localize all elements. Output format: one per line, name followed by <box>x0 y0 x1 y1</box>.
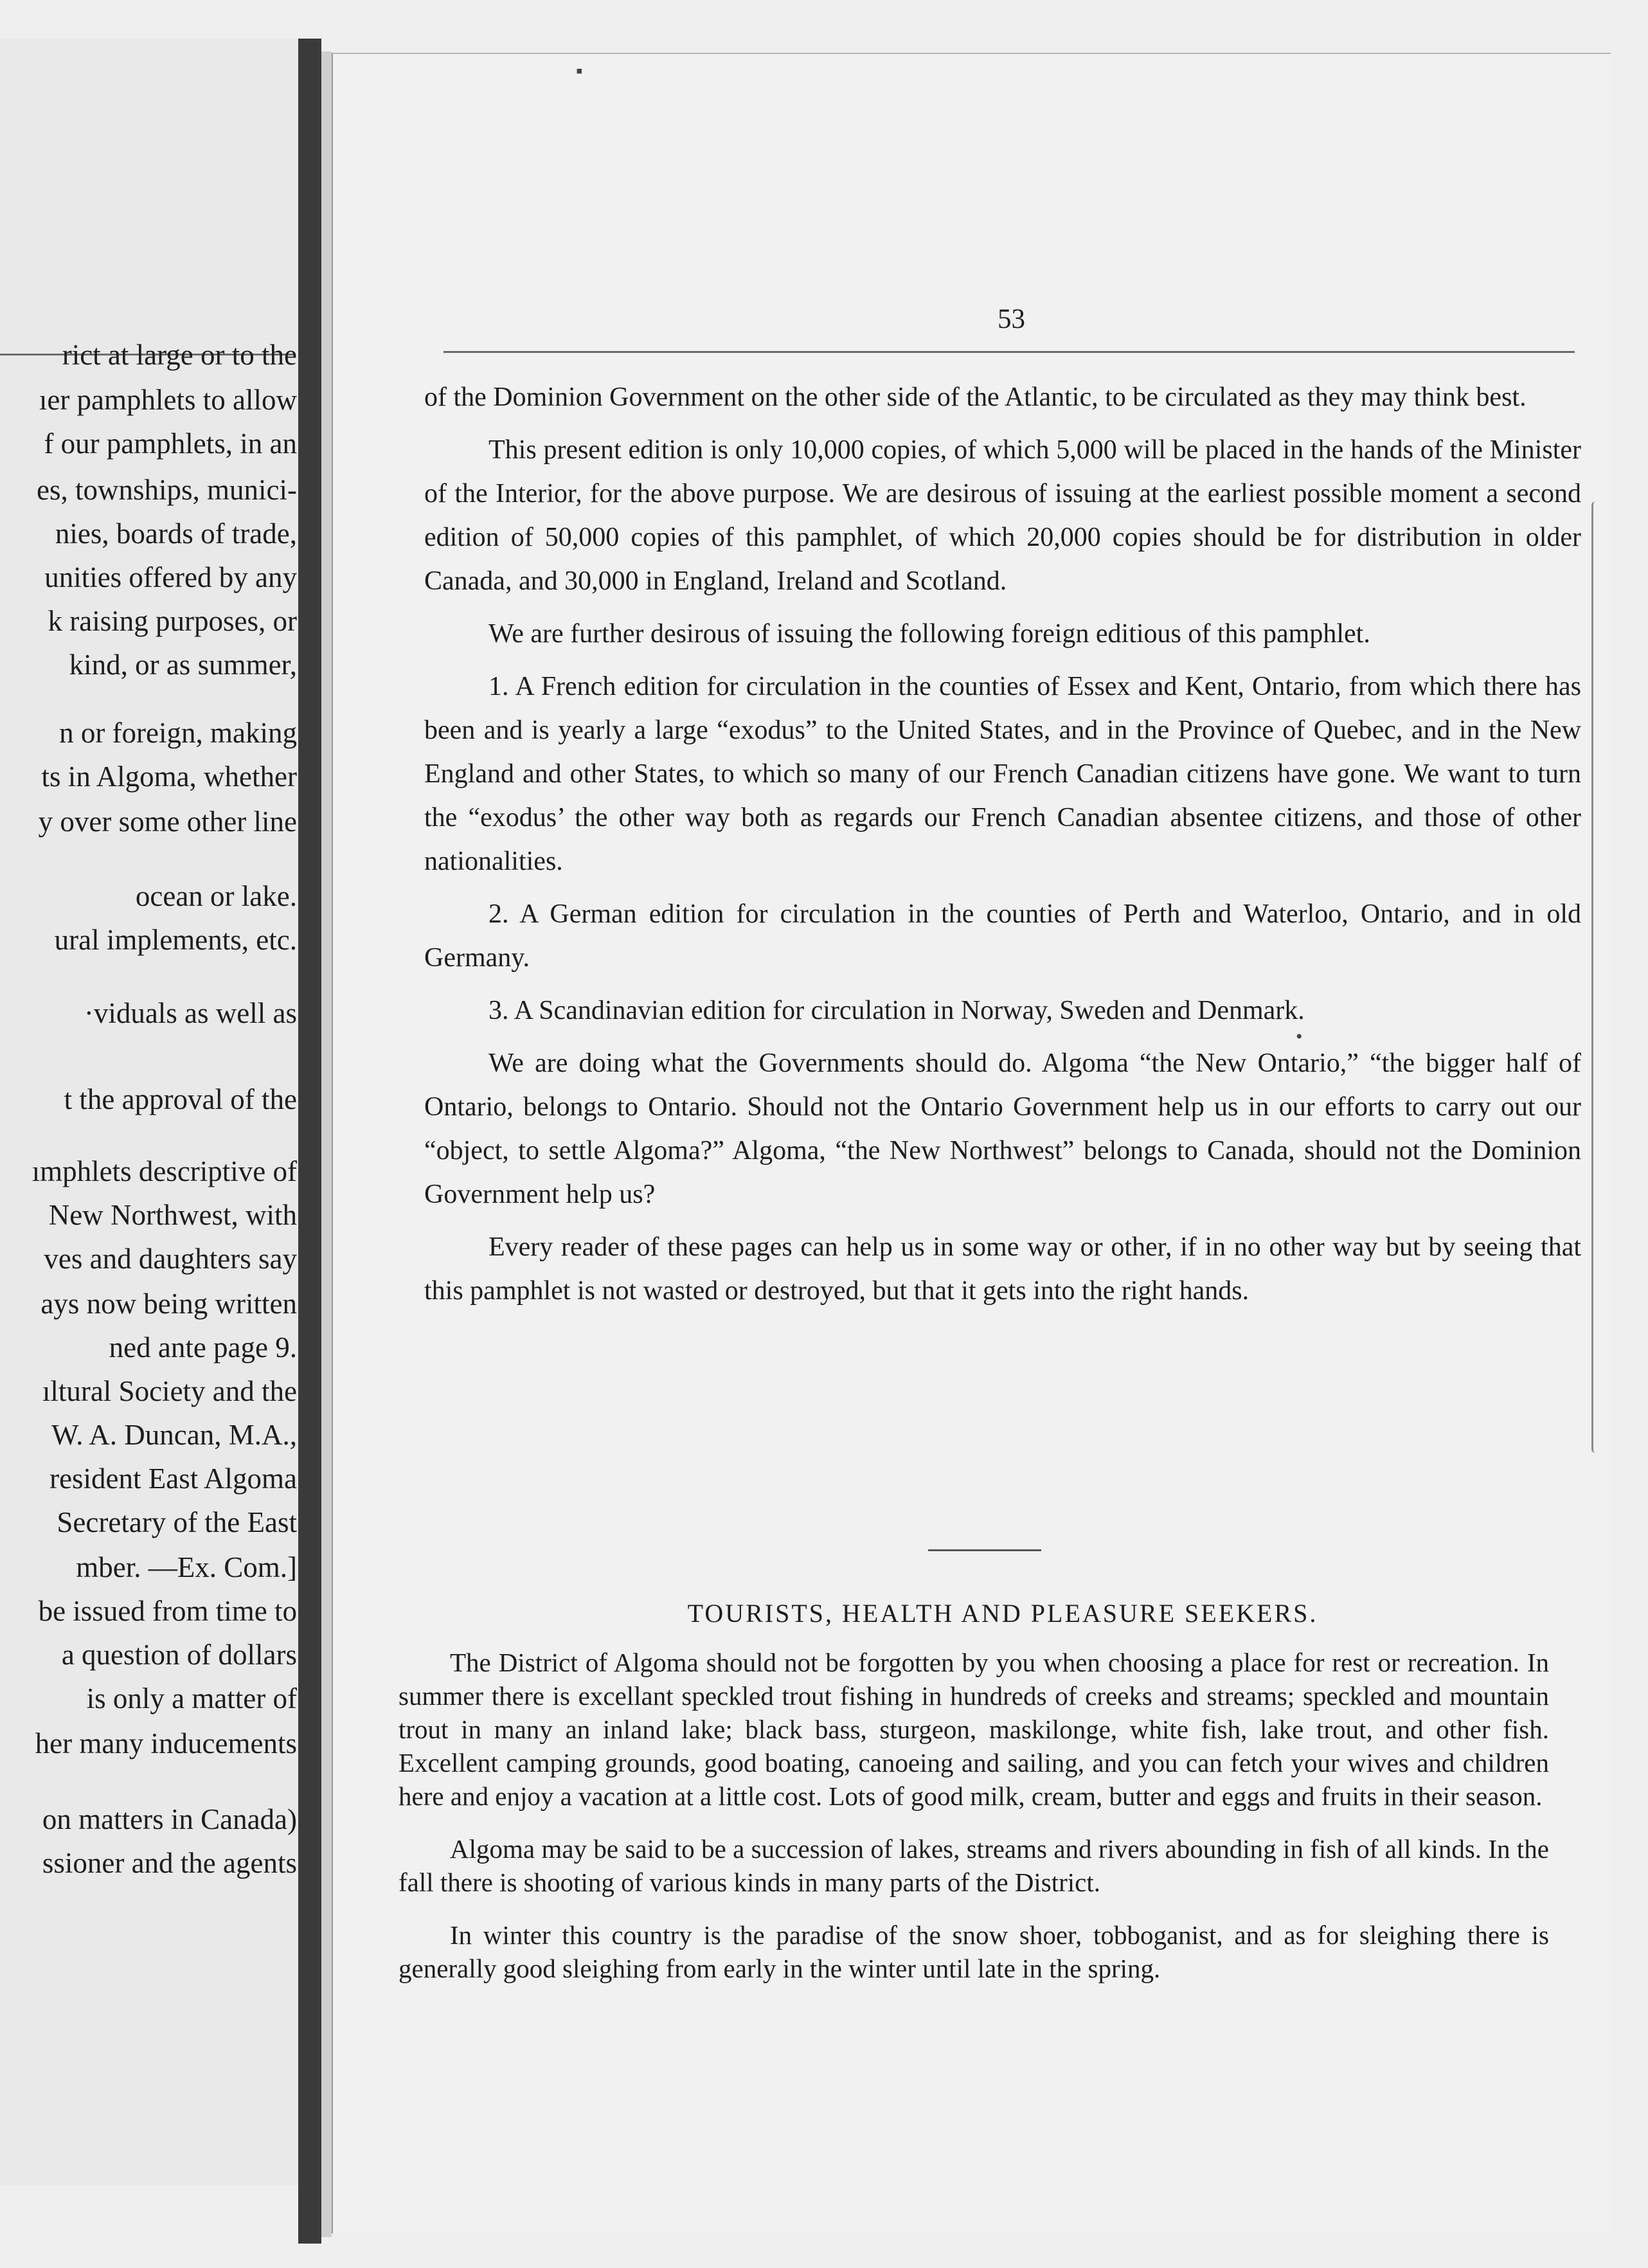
left-page-line: ural implements, etc. <box>54 924 297 956</box>
paragraph-every-reader: Every reader of these pages can help us in some way or other, if in no other way but by seeing that this pamphlet is not wasted or destroyed, but that it gets into the right hands. <box>424 1232 1581 1306</box>
left-page-line: k raising purposes, or <box>48 605 297 637</box>
left-page-line: f our pamphlets, in an <box>44 428 297 460</box>
ink-speck: ▪ <box>576 60 583 82</box>
left-page-line: on matters in Canada) <box>42 1803 297 1835</box>
left-page-line: n or foreign, making <box>59 717 297 749</box>
main-body-text <box>424 375 1581 1322</box>
left-page-line: ssioner and the agents <box>42 1847 297 1879</box>
left-page-line: es, townships, munici- <box>37 474 297 506</box>
left-page-line: is only a matter of <box>86 1682 297 1715</box>
ink-speck: • <box>1296 1026 1303 1047</box>
list-item-french-edition: 1. A French edition for circulation in the counties of Essex and Kent, Ontario, from which there has been and is yearly a large “exodus” to the United States, and in the Province of Quebec, and in the New England and other States, to which so many of our French Canadian citizens have gone. We want to turn the “exodus’ the other way both as regards our French Canadian absentee citizens, and those of other nationalities. <box>424 672 1581 876</box>
left-page-line: y over some other line <box>38 806 297 838</box>
left-page-line: ·viduals as well as <box>84 997 297 1029</box>
left-page-line: ts in Algoma, whether <box>41 760 297 793</box>
left-page-line: ocean or lake. <box>135 880 297 912</box>
paragraph-governments: We are doing what the Governments should do. Algoma “the New Ontario,” “the bigger half of Ontario, belongs to Ontario. Should not the Ontario Government help us in our efforts to carry out our “object, to settle Algoma?” Algoma, “the New Northwest” belongs to Canada, should not the Dominion Government help us? <box>424 1048 1581 1209</box>
left-page-line: ıltural Society and the <box>42 1375 297 1407</box>
left-page-line: be issued from time to <box>38 1595 297 1627</box>
left-page-line: her many inducements <box>35 1727 297 1760</box>
left-page-line: ays now being written <box>40 1288 297 1320</box>
paragraph-algoma-winter: In winter this country is the paradise of the snow shoer, tobboganist, and as for sleighing there is generally good sleighing from early in the winter until late in the spring. <box>399 1920 1549 1983</box>
paragraph-continuation: of the Dominion Government on the other side of the Atlantic, to be circulated as they may think best. <box>424 382 1527 412</box>
left-page-line: ımphlets descriptive of <box>31 1155 297 1187</box>
left-page-line: t the approval of the <box>64 1083 297 1115</box>
section-divider-rule <box>928 1549 1041 1551</box>
left-page-line: Secretary of the East <box>57 1506 297 1538</box>
header-rule <box>443 351 1575 353</box>
list-item-german-edition: 2. A German edition for circulation in the counties of Perth and Waterloo, Ontario, and in old Germany. <box>424 899 1581 973</box>
left-page-line: rict at large or to the <box>62 339 297 371</box>
book-gutter-shadow <box>298 39 321 2244</box>
section-heading: TOURISTS, HEALTH AND PLEASURE SEEKERS. <box>687 1599 1318 1628</box>
list-item-scandinavian-edition: 3. A Scandinavian edition for circulation in Norway, Sweden and Denmark. <box>488 996 1305 1025</box>
paragraph-algoma-recreation: The District of Algoma should not be forgotten by you when choosing a place for rest or recreation. In summer there is excellant speckled trout fishing in hundreds of creeks and streams; speckled and mountain trout in many an inland lake; black bass, sturgeon, maskilonge, white fish, lake trout, and other fish. Excellent camping grounds, good boating, canoeing and sailing, and you can fetch your wives and children here and enjoy a vacation at a little cost. Lots of good milk, cream, butter and eggs and fruits in their season. <box>399 1648 1549 1811</box>
left-page-line: kind, or as summer, <box>69 649 297 681</box>
section-body-text <box>399 1646 1549 2004</box>
left-page-line: mber. —Ex. Com.] <box>76 1551 297 1583</box>
paragraph-foreign-editions: We are further desirous of issuing the following foreign editious of this pamphlet. <box>488 619 1370 649</box>
left-page-line: ıer pamphlets to allow <box>39 384 297 416</box>
left-page-line: nies, boards of trade, <box>55 518 297 550</box>
page-number: 53 <box>998 304 1025 334</box>
left-page-line: unities offered by any <box>44 561 297 593</box>
left-page-line: a question of dollars <box>61 1639 297 1671</box>
left-page-fragment <box>0 39 302 2186</box>
left-page-line: ned ante page 9. <box>109 1331 297 1364</box>
left-page-line: ves and daughters say <box>44 1243 297 1275</box>
margin-bracket-mark <box>1591 501 1602 1453</box>
book-gutter-edge <box>321 51 332 2237</box>
paragraph-algoma-lakes: Algoma may be said to be a succession of lakes, streams and rivers abounding in fish of all kinds. In the fall there is shooting of various kinds in many parts of the District. <box>399 1834 1549 1897</box>
left-page-line: resident East Algoma <box>49 1462 297 1495</box>
paragraph-edition-info: This present edition is only 10,000 copies, of which 5,000 will be placed in the hands of the Minister of the Interior, for the above purpose. We are desirous of issuing at the earliest possible moment a second edition of 50,000 copies of this pamphlet, of which 20,000 copies should be for distribution in older Canada, and 30,000 in England, Ireland and Scotland. <box>424 435 1581 596</box>
left-page-line: W. A. Duncan, M.A., <box>51 1419 297 1451</box>
left-page-line: New Northwest, with <box>48 1199 297 1231</box>
